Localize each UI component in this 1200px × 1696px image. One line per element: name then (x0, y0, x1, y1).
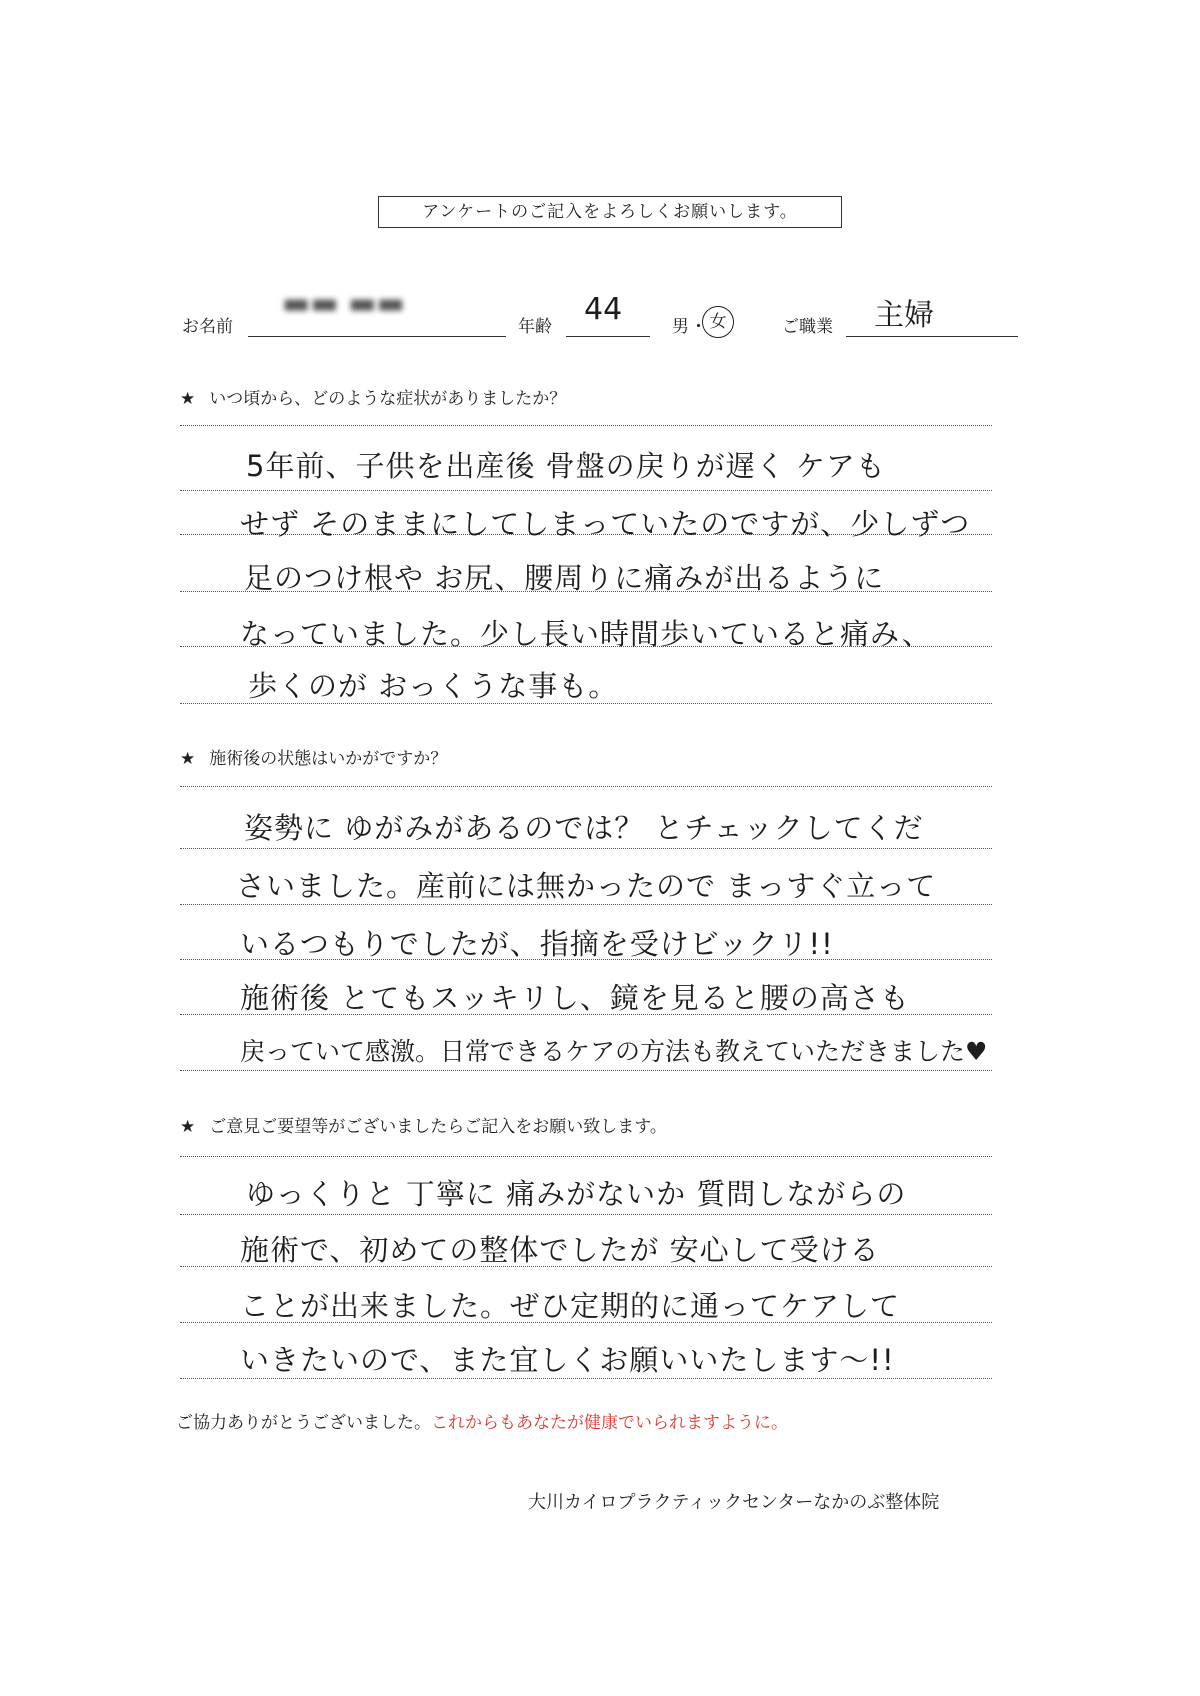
gender-separator: ・ (690, 317, 707, 337)
wish-text: これからもあなたが健康でいられますように。 (431, 1413, 788, 1433)
ruled-line (180, 786, 992, 787)
answer-3-line-3: ことが出来ました。ぜひ定期的に通ってケアして (240, 1289, 901, 1323)
ruled-line (180, 1156, 992, 1157)
age-underline (566, 336, 650, 337)
thanks-message (176, 1408, 788, 1433)
answer-2-line-5: 戻っていて感激。日常できるケアの方法も教えていただきました♥ (240, 1037, 988, 1066)
ruled-line (180, 848, 992, 849)
question-1-text: いつ頃から、どのような症状がありましたか？ (209, 389, 567, 409)
answer-1-line-1: 5年前、子供を出産後 骨盤の戻りが遅く ケアも (246, 449, 886, 483)
ruled-line (180, 425, 992, 426)
question-2-text: 施術後の状態はいかがですか？ (209, 749, 448, 769)
gender-male-label: 男 (672, 317, 689, 337)
answer-2-line-2: さいました。産前には無かったので まっすぐ立って (236, 869, 937, 903)
question-1 (180, 384, 566, 409)
form-title: アンケートのご記入をよろしくお願いします。 (378, 196, 842, 228)
name-value-redacted: ▬▬ ▬▬ (282, 286, 405, 321)
name-label: お名前 (182, 317, 233, 337)
question-3 (180, 1112, 667, 1137)
ruled-line (180, 1214, 992, 1215)
star-icon: ★ (180, 749, 196, 769)
ruled-line (180, 1070, 992, 1071)
answer-2-line-1: 姿勢に ゆがみがあるのでは？ とチェックしてくだ (244, 811, 924, 845)
gender-female-circled: 女 (702, 306, 734, 338)
age-value: 44 (584, 292, 623, 327)
thanks-text: ご協力ありがとうございました。 (176, 1413, 431, 1433)
star-icon: ★ (180, 1117, 196, 1137)
answer-3-line-1: ゆっくりと 丁寧に 痛みがないか 質問しながらの (246, 1177, 907, 1211)
answer-1-line-3: 足のつけ根や お尻、腰周りに痛みが出るように (244, 561, 885, 595)
answer-3-line-2: 施術で、初めての整体でしたが 安心して受ける (240, 1233, 880, 1267)
answer-1-line-5: 歩くのが おっくうな事も。 (248, 669, 619, 703)
answer-1-line-2: せず そのままにしてしまっていたのですが、少しずつ (240, 507, 971, 541)
answer-3-line-4: いきたいので、また宜しくお願いいたします〜!! (240, 1343, 895, 1377)
ruled-line (180, 490, 992, 491)
question-3-text: ご意見ご要望等がございましたらご記入をお願い致します。 (209, 1117, 667, 1137)
clinic-name: 大川カイロプラクティックセンターなかのぶ整体院 (528, 1492, 940, 1513)
occupation-underline (846, 336, 1018, 337)
answer-2-line-4: 施術後 とてもスッキリし、鏡を見ると腰の高さも (240, 981, 910, 1015)
question-2 (180, 744, 447, 769)
answer-2-line-3: いるつもりでしたが、指摘を受けビックリ!! (240, 927, 834, 961)
occupation-label: ご職業 (782, 317, 833, 337)
age-label: 年齢 (518, 317, 552, 337)
answer-1-line-4: なっていました。少し長い時間歩いていると痛み、 (240, 617, 932, 651)
name-underline (248, 336, 506, 337)
star-icon: ★ (180, 389, 196, 409)
occupation-value: 主婦 (874, 298, 934, 333)
